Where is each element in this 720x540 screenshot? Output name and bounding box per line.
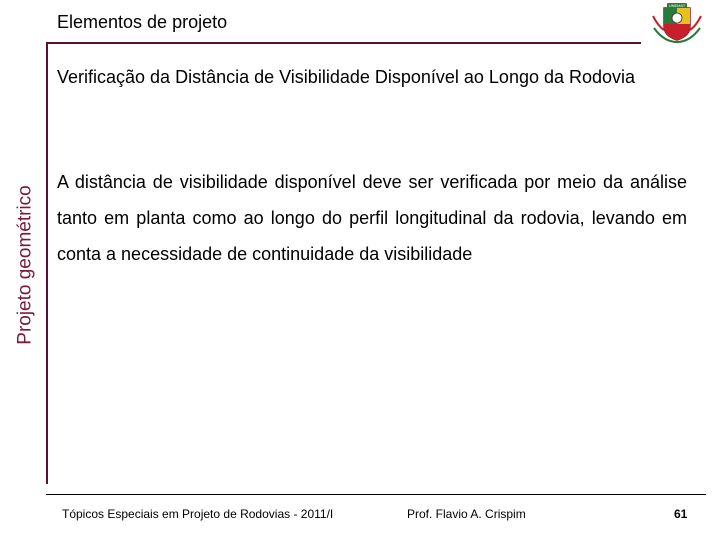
footer-author: Prof. Flavio A. Crispim: [407, 507, 526, 521]
sidebar-divider: [46, 44, 48, 484]
sidebar-label: [10, 155, 42, 375]
footer-course: Tópicos Especiais em Projeto de Rodovias - 2011/I: [62, 507, 334, 521]
crest-icon: [650, 2, 704, 46]
sidebar-label-text: Projeto geométrico: [15, 185, 36, 345]
slide-body: A distância de visibilidade disponível deve ser verificada por meio da análise tanto em planta como ao longo do perfil longitudinal da rodovia, levando em conta a necessidade de continuidade da visibilidade: [57, 172, 687, 264]
logo-banner-text: UNEMAT: [668, 3, 686, 8]
university-logo: [650, 2, 704, 46]
slide-subtitle: Verificação da Distância de Visibilidade Disponível ao Longo da Rodovia: [57, 67, 636, 87]
header-title: Elementos de projeto: [57, 12, 228, 32]
header-divider: [46, 42, 641, 44]
page-number: 61: [674, 507, 688, 521]
footer-divider: [46, 494, 706, 495]
